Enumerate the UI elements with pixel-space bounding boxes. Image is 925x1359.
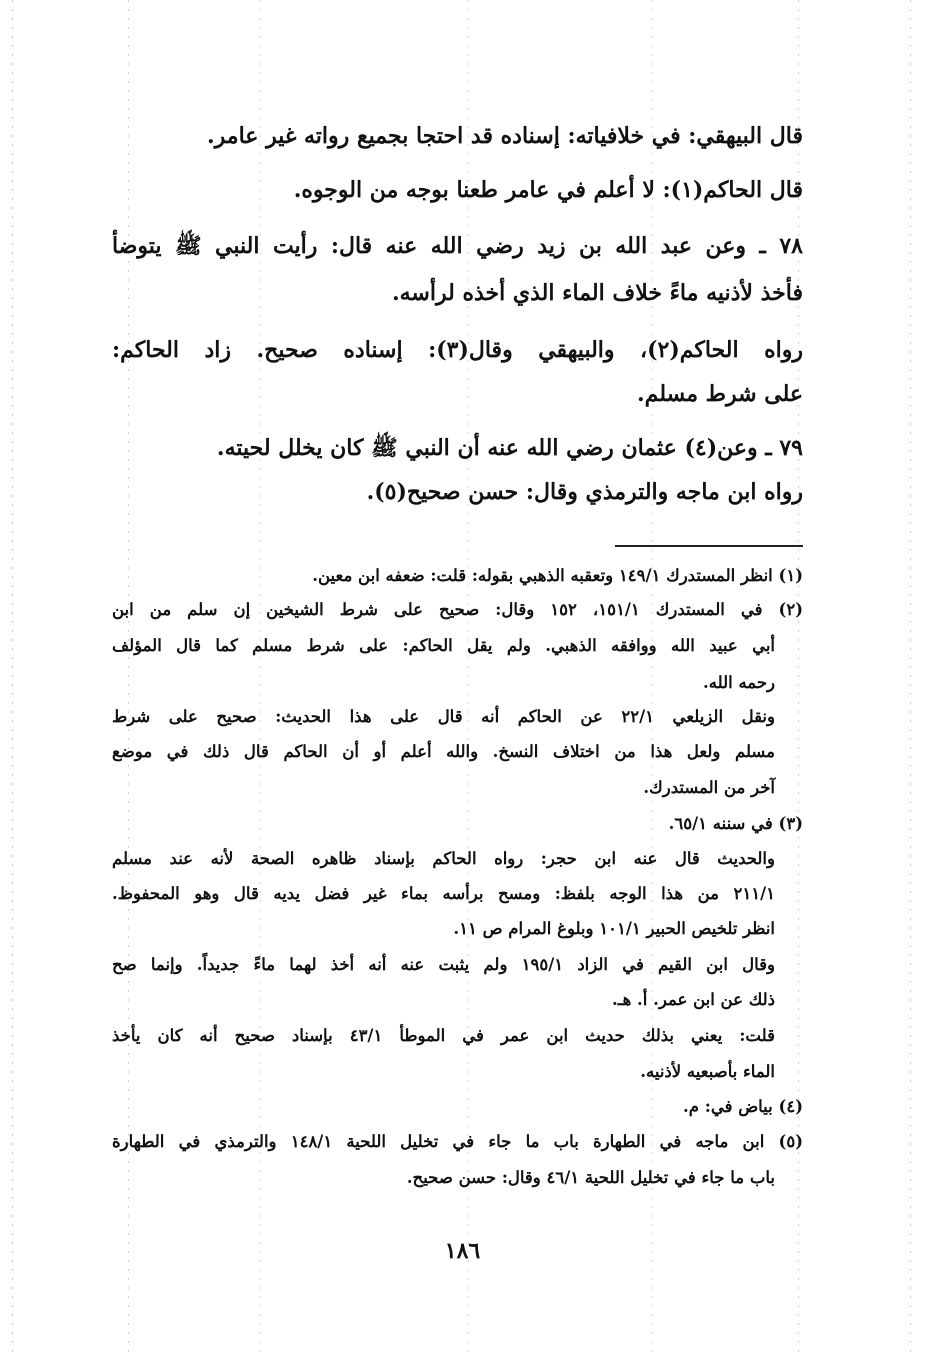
footnote-line: قلت: يعني بذلك حديث ابن عمر في الموطأ ٤٣/١ بإسناد صحيح أنه كان يأخذ	[112, 1026, 775, 1045]
footnote-line: ونقل الزيلعي ٢٢/١ عن الحاكم أنه قال على هذا الحديث: صحيح على شرط	[112, 707, 775, 726]
footnote-line: (٣) في سننه ٦٥/١.	[668, 814, 803, 833]
page-number: ١٨٦	[444, 1238, 481, 1264]
footnote-line: (٤) بياض في: م.	[683, 1097, 803, 1116]
footnote-line: انظر تلخيص الحبير ١٠١/١ وبلوغ المرام ص ١١.	[453, 919, 775, 938]
footnote-line: (٥) ابن ماجه في الطهارة باب ما جاء في تخليل اللحية ١٤٨/١ والترمذي في الطهارة	[112, 1132, 803, 1151]
main-text-line: ٧٨ ـ وعن عبد الله بن زيد رضي الله عنه قال: رأيت النبي ﷺ يتوضأ	[112, 233, 803, 259]
main-text-line: رواه الحاكم(٢)، والبيهقي وقال(٣): إسناده صحيح. زاد الحاكم:	[112, 337, 803, 363]
main-text-line: على شرط مسلم.	[637, 381, 803, 407]
footnote-line: (٢) في المستدرك ١٥١/١، ١٥٢ وقال: صحيح على شرط الشيخين إن سلم من ابن	[112, 600, 804, 619]
main-text-line: قال الحاكم(١): لا أعلم في عامر طعنا بوجه من الوجوه.	[293, 177, 803, 203]
footnote-separator	[615, 545, 803, 547]
footnote-line: ذلك عن ابن عمر. أ. هـ.	[612, 990, 775, 1009]
footnote-line: الماء بأصبعيه لأذنيه.	[640, 1062, 775, 1081]
footnote-line: باب ما جاء في تخليل اللحية ٤٦/١ وقال: حسن صحيح.	[406, 1168, 775, 1187]
footnote-line: ٢١١/١ من هذا الوجه بلفظ: ومسح برأسه بماء غير فضل يديه قال وهو المحفوظ.	[112, 884, 775, 903]
footnote-line: مسلم ولعل هذا من اختلاف النسخ. والله أعلم أو أن الحاكم قال ذلك في موضع	[112, 742, 775, 761]
footnote-line: آخر من المستدرك.	[643, 778, 775, 797]
footnote-line: (١) انظر المستدرك ١٤٩/١ وتعقبه الذهبي بقوله: قلت: ضعفه ابن معين.	[312, 566, 803, 585]
footnote-line: والحديث قال عنه ابن حجر: رواه الحاكم بإسناد ظاهره الصحة لأنه عند مسلم	[112, 849, 775, 868]
main-text-line: ٧٩ ـ وعن(٤) عثمان رضي الله عنه أن النبي ﷺ كان يخلل لحيته.	[216, 435, 803, 461]
main-text-line: فأخذ لأذنيه ماءً خلاف الماء الذي أخذه لرأسه.	[391, 280, 803, 306]
footnote-line: وقال ابن القيم في الزاد ١٩٥/١ ولم يثبت عنه أنه أخذ لهما ماءً جديداً. وإنما صح	[112, 955, 775, 974]
main-text-line: رواه ابن ماجه والترمذي وقال: حسن صحيح(٥).	[366, 479, 803, 505]
footnote-line: رحمه الله.	[703, 673, 775, 692]
main-text-line: قال البيهقي: في خلافياته: إسناده قد احتجا بجميع رواته غير عامر.	[207, 123, 803, 149]
footnote-line: أبي عبيد الله ووافقه الذهبي. ولم يقل الحاكم: على شرط مسلم كما قال المؤلف	[112, 636, 775, 655]
